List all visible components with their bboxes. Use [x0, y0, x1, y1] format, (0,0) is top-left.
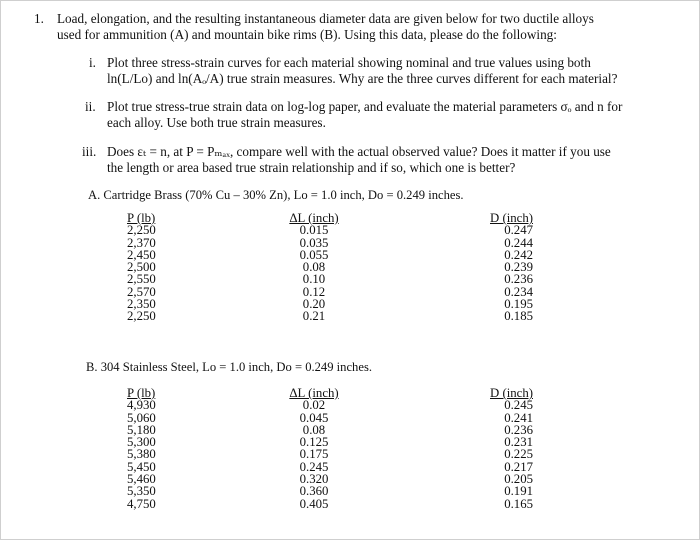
- table-cell: 0.185: [504, 309, 533, 324]
- table-cell: 4,930: [127, 398, 156, 413]
- table-cell: 2,250: [127, 223, 156, 238]
- table-cell: 0.195: [504, 297, 533, 312]
- table-cell: 2,350: [127, 297, 156, 312]
- problem-number: 1.: [34, 11, 44, 26]
- table-cell: 0.20: [302, 297, 326, 312]
- table-cell: 0.239: [504, 260, 533, 275]
- table-cell: 0.360: [299, 484, 329, 499]
- table-cell: 2,500: [127, 260, 156, 275]
- material-a-diameter-column: [473, 212, 533, 323]
- part-ii-line-1: Plot true stress-true strain data on log-log paper, and evaluate the material parameters σₒ and n for: [107, 99, 623, 114]
- table-cell: 0.236: [504, 422, 533, 437]
- material-a-heading: A. Cartridge Brass (70% Cu – 30% Zn), Lo = 1.0 inch, Do = 0.249 inches.: [88, 188, 464, 202]
- table-cell: 0.217: [504, 459, 533, 474]
- table-cell: 0.055: [299, 247, 329, 262]
- table-cell: 0.236: [504, 272, 533, 287]
- table-cell: 0.02: [302, 398, 326, 413]
- material-b-elongation-header: ΔL (inch): [289, 386, 339, 400]
- table-cell: 5,300: [127, 435, 156, 450]
- part-iii-line-2: the length or area based true strain relationship and if so, which one is better?: [107, 160, 516, 175]
- part-i-line-1: Plot three stress-strain curves for each material showing nominal and true values using both: [107, 55, 591, 70]
- table-cell: 0.245: [299, 459, 329, 474]
- table-cell: 5,450: [127, 459, 156, 474]
- table-cell: 0.10: [302, 272, 326, 287]
- table-cell: 0.035: [299, 235, 329, 250]
- table-cell: 0.241: [504, 410, 533, 425]
- table-cell: 5,060: [127, 410, 156, 425]
- table-cell: 2,450: [127, 247, 156, 262]
- table-cell: 5,350: [127, 484, 156, 499]
- material-a-elongation-column: [279, 212, 349, 323]
- table-cell: 0.191: [504, 484, 533, 499]
- part-i-line-2: ln(L/Lo) and ln(Aₒ/A) true strain measures. Why are the three curves different for each material?: [107, 71, 618, 86]
- table-cell: 2,550: [127, 272, 156, 287]
- table-cell: 5,380: [127, 447, 156, 462]
- table-cell: 4,750: [127, 496, 156, 511]
- table-cell: 2,250: [127, 309, 156, 324]
- table-cell: 0.21: [302, 309, 326, 324]
- material-a-load-column: [127, 212, 156, 323]
- table-cell: 0.165: [504, 496, 533, 511]
- table-cell: 0.320: [299, 472, 329, 487]
- material-a-elongation-header: ΔL (inch): [289, 211, 339, 225]
- material-b-diameter-header: D (inch): [490, 386, 533, 400]
- part-ii-line-2: each alloy. Use both true strain measures.: [107, 115, 326, 130]
- table-cell: 0.405: [299, 496, 329, 511]
- table-cell: 0.245: [504, 398, 533, 413]
- table-cell: 0.242: [504, 247, 533, 262]
- table-cell: 0.247: [504, 223, 533, 238]
- part-i-numeral: i.: [89, 55, 96, 70]
- table-cell: 0.08: [302, 422, 326, 437]
- table-cell: 0.205: [504, 472, 533, 487]
- part-iii-line-1: Does εₜ = n, at P = Pₘₐₓ, compare well with the actual observed value? Does it matter if you use: [107, 144, 611, 159]
- material-b-load-column: [127, 387, 156, 510]
- material-b-load-header: P (lb): [127, 386, 156, 400]
- table-cell: 0.045: [299, 410, 329, 425]
- table-cell: 0.08: [302, 260, 326, 275]
- material-b-elongation-column: [279, 387, 349, 510]
- table-cell: 5,460: [127, 472, 156, 487]
- table-cell: 0.175: [299, 447, 329, 462]
- intro-line-2: used for ammunition (A) and mountain bike rims (B). Using this data, please do the following:: [57, 27, 557, 42]
- table-cell: 5,180: [127, 422, 156, 437]
- table-cell: 0.234: [504, 284, 533, 299]
- part-iii-numeral: iii.: [82, 144, 97, 159]
- table-cell: 0.12: [302, 284, 326, 299]
- material-b-heading: B. 304 Stainless Steel, Lo = 1.0 inch, Do = 0.249 inches.: [86, 360, 372, 374]
- intro-line-1: Load, elongation, and the resulting instantaneous diameter data are given below for two ductile alloys: [57, 11, 594, 26]
- material-b-diameter-column: [473, 387, 533, 510]
- material-a-diameter-header: D (inch): [490, 211, 533, 225]
- table-cell: 2,370: [127, 235, 156, 250]
- table-cell: 0.015: [299, 223, 329, 238]
- table-cell: 0.125: [299, 435, 329, 450]
- table-cell: 0.244: [504, 235, 533, 250]
- part-ii-numeral: ii.: [85, 99, 96, 114]
- table-cell: 0.225: [504, 447, 533, 462]
- material-a-load-header: P (lb): [127, 211, 156, 225]
- table-cell: 0.231: [504, 435, 533, 450]
- table-cell: 2,570: [127, 284, 156, 299]
